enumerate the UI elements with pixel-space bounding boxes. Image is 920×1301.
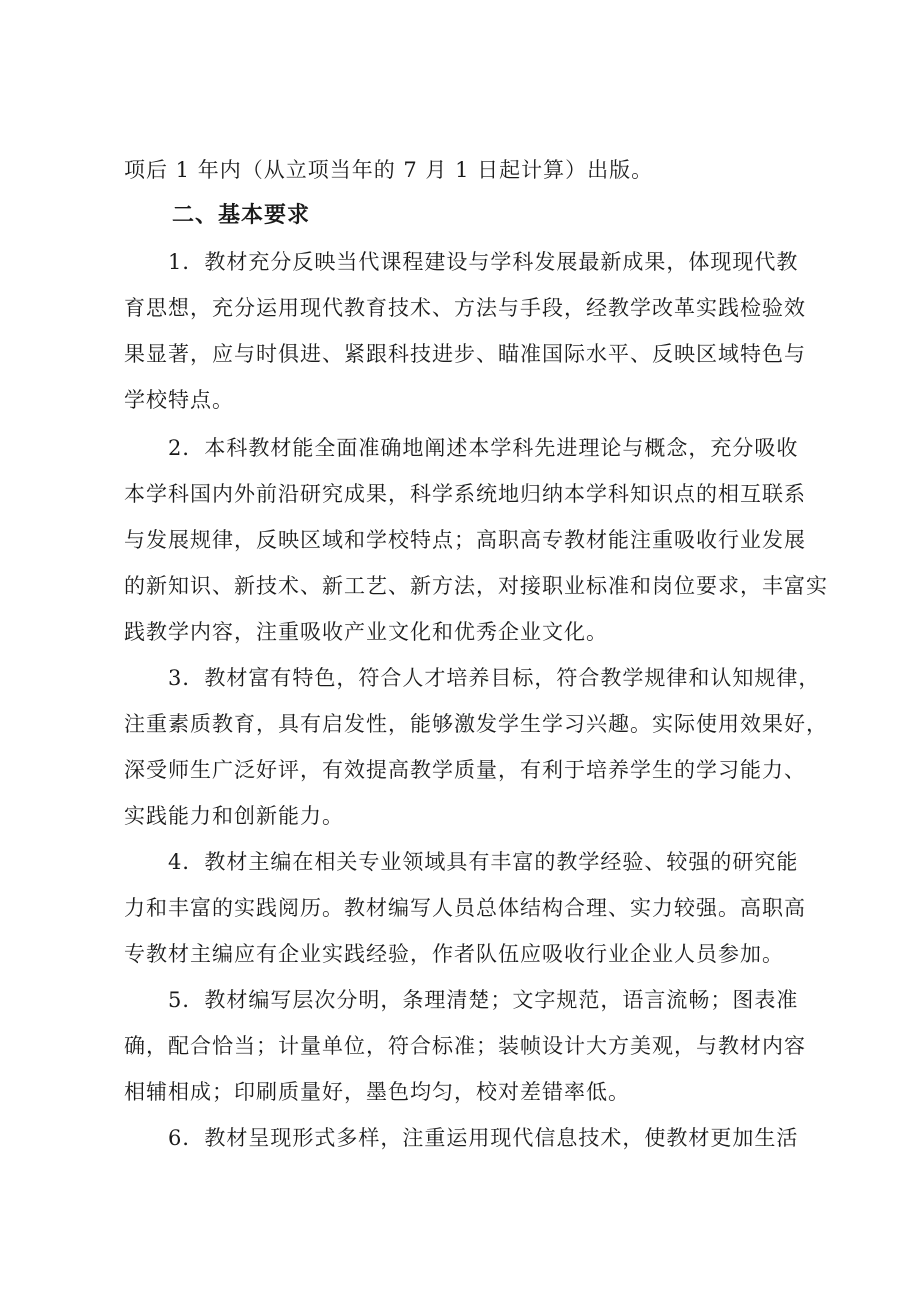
paragraph-1-line: 1．教材充分反映当代课程建设与学科发展最新成果，体现现代教: [124, 250, 799, 274]
paragraph-2-line: 本学科国内外前沿研究成果，科学系统地归纳本学科知识点的相互联系: [124, 482, 806, 506]
paragraph-2-line: 2．本科教材能全面准确地阐述本学科先进理论与概念，充分吸收: [124, 436, 799, 460]
paragraph-2-line: 的新知识、新技术、新工艺、新方法，对接职业标准和岗位要求，丰富实: [124, 574, 828, 598]
paragraph-5-line: 确，配合恰当；计量单位，符合标准；装帧设计大方美观，与教材内容: [124, 1034, 806, 1058]
paragraph-3-line: 深受师生广泛好评，有效提高教学质量，有利于培养学生的学习能力、: [124, 758, 806, 782]
paragraph-1-line: 学校特点。: [124, 388, 234, 412]
paragraph-6-line: 6．教材呈现形式多样，注重运用现代信息技术，使教材更加生活: [124, 1126, 799, 1150]
paragraph-4-line: 4．教材主编在相关专业领域具有丰富的教学经验、较强的研究能: [124, 850, 799, 874]
paragraph-1-line: 果显著，应与时俱进、紧跟科技进步、瞄准国际水平、反映区域特色与: [124, 342, 806, 366]
paragraph-3-line: 注重素质教育，具有启发性，能够激发学生学习兴趣。实际使用效果好，: [124, 712, 828, 736]
paragraph-3-line: 实践能力和创新能力。: [124, 804, 344, 828]
section-heading: 二、基本要求: [172, 203, 311, 228]
paragraph-2-line: 与发展规律，反映区域和学校特点；高职高专教材能注重吸收行业发展: [124, 528, 806, 552]
paragraph-5-line: 相辅相成；印刷质量好，墨色均匀，校对差错率低。: [124, 1080, 630, 1104]
paragraph-5-line: 5．教材编写层次分明，条理清楚；文字规范，语言流畅；图表准: [124, 988, 799, 1012]
paragraph-1-line: 育思想，充分运用现代教育技术、方法与手段，经教学改革实践检验效: [124, 296, 806, 320]
paragraph-2-line: 践教学内容，注重吸收产业文化和优秀企业文化。: [124, 620, 608, 644]
paragraph-4-line: 力和丰富的实践阅历。教材编写人员总体结构合理、实力较强。高职高: [124, 896, 806, 920]
paragraph-3-line: 3．教材富有特色，符合人才培养目标，符合教学规律和认知规律，: [124, 666, 821, 690]
paragraph-4-line: 专教材主编应有企业实践经验，作者队伍应吸收行业企业人员参加。: [124, 942, 784, 966]
intro-line: 项后 1 年内（从立项当年的 7 月 1 日起计算）出版。: [124, 158, 654, 182]
